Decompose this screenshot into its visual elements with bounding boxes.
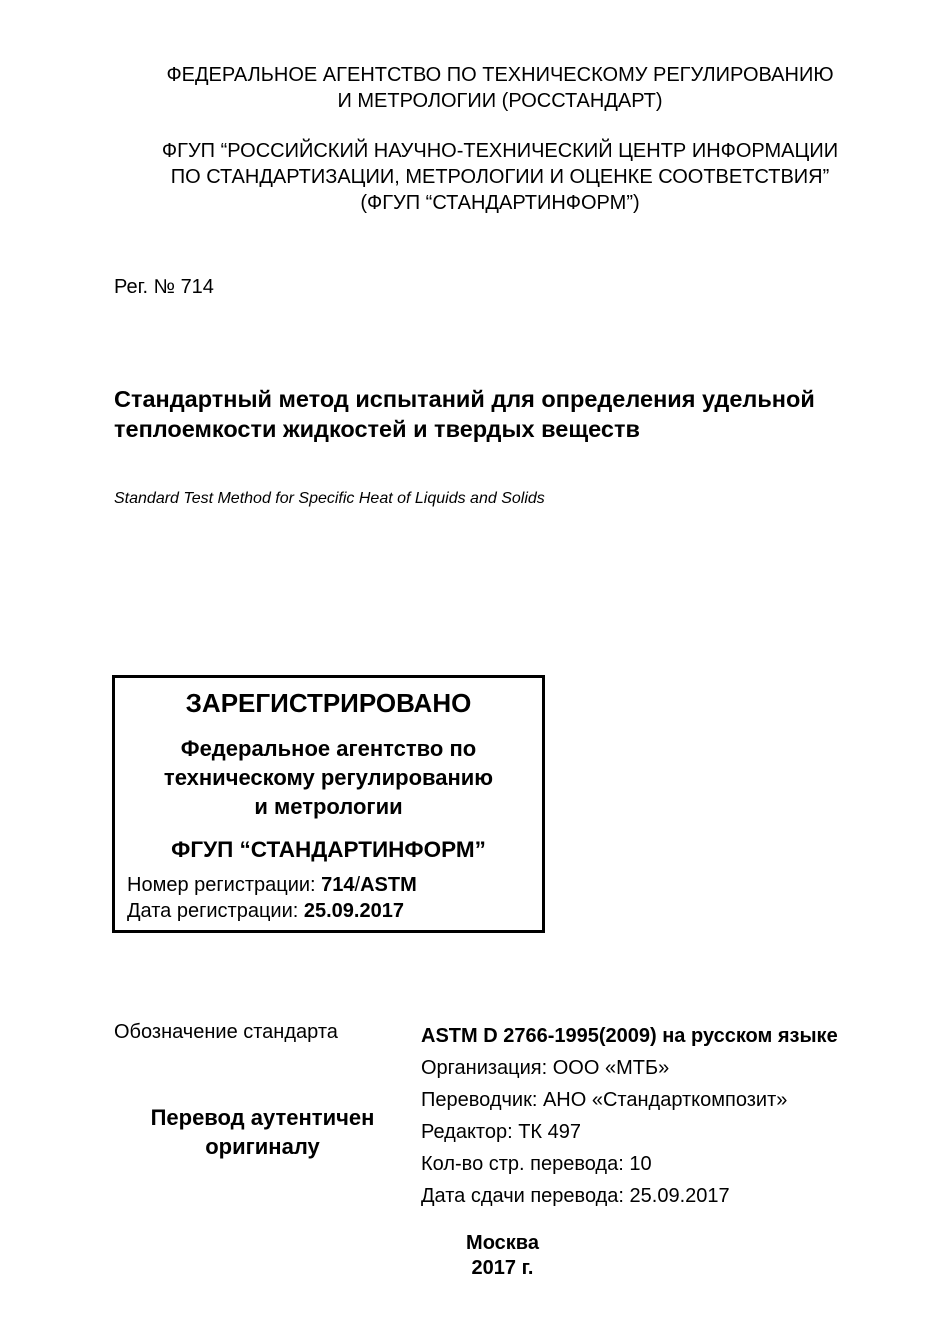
stamp-agency-line-1: Федеральное агентство по	[180, 736, 477, 761]
standard-designation: ASTM D 2766-1995(2009) на русском языке	[421, 1025, 838, 1047]
reg-date-value: 25.09.2017	[303, 900, 404, 922]
stamp-heading: ЗАРЕГИСТРИРОВАНО	[185, 688, 472, 718]
title-line-2: теплоемкости жидкостей и твердых веществ	[114, 416, 640, 442]
title-line-1: Стандартный метод испытаний для определения удельной	[114, 386, 815, 412]
stamp-agency-line-3: и метрологии	[254, 794, 403, 819]
reg-date-label: Дата регистрации:	[127, 900, 304, 922]
authentic-note	[130, 1103, 395, 1161]
agency-line-1: ФЕДЕРАЛЬНОЕ АГЕНТСТВО ПО ТЕХНИЧЕСКОМУ РЕГУЛИРОВАНИЮ	[166, 64, 834, 86]
standard-submission-date: Дата сдачи перевода: 25.09.2017	[421, 1185, 730, 1207]
stamp-agency	[115, 734, 542, 821]
organization-line-3: (ФГУП “СТАНДАРТИНФОРМ”)	[360, 192, 640, 214]
stamp-organization: ФГУП “СТАНДАРТИНФОРМ”	[171, 837, 486, 862]
agency-header	[100, 62, 900, 114]
footer-city: Москва	[466, 1232, 539, 1254]
organization-line-1: ФГУП “РОССИЙСКИЙ НАУЧНО-ТЕХНИЧЕСКИЙ ЦЕНТР ИНФОРМАЦИИ	[161, 140, 839, 162]
reg-number-label: Номер регистрации:	[127, 874, 322, 896]
standard-translator: Переводчик: АНО «Стандарткомпозит»	[421, 1089, 788, 1111]
registration-number: Рег. № 714	[114, 276, 214, 298]
authentic-line-1: Перевод аутентичен	[150, 1105, 375, 1130]
footer-year: 2017 г.	[471, 1257, 534, 1279]
agency-line-2: И МЕТРОЛОГИИ (РОССТАНДАРТ)	[337, 90, 663, 112]
standard-editor: Редактор: ТК 497	[421, 1121, 581, 1143]
standard-details	[421, 1020, 838, 1212]
authentic-line-2: оригиналу	[205, 1134, 320, 1159]
standard-pages: Кол-во стр. перевода: 10	[421, 1153, 652, 1175]
document-title-english: Standard Test Method for Specific Heat of Liquids and Solids	[114, 490, 545, 507]
registration-stamp	[112, 675, 545, 933]
reg-number-suffix: ASTM	[360, 874, 417, 896]
organization-line-2: ПО СТАНДАРТИЗАЦИИ, МЕТРОЛОГИИ И ОЦЕНКЕ СООТВЕТСТВИЯ”	[170, 166, 830, 188]
stamp-agency-line-2: техническому регулированию	[163, 765, 494, 790]
stamp-registration-number	[127, 872, 417, 898]
standard-organization: Организация: ООО «МТБ»	[421, 1057, 670, 1079]
stamp-registration-date	[127, 898, 404, 924]
document-title-russian	[114, 384, 914, 444]
reg-number-value: 714	[321, 874, 355, 896]
organization-header	[100, 138, 900, 216]
reg-number-separator: /	[354, 874, 361, 896]
footer	[400, 1231, 605, 1281]
standard-label: Обозначение стандарта	[114, 1021, 338, 1043]
